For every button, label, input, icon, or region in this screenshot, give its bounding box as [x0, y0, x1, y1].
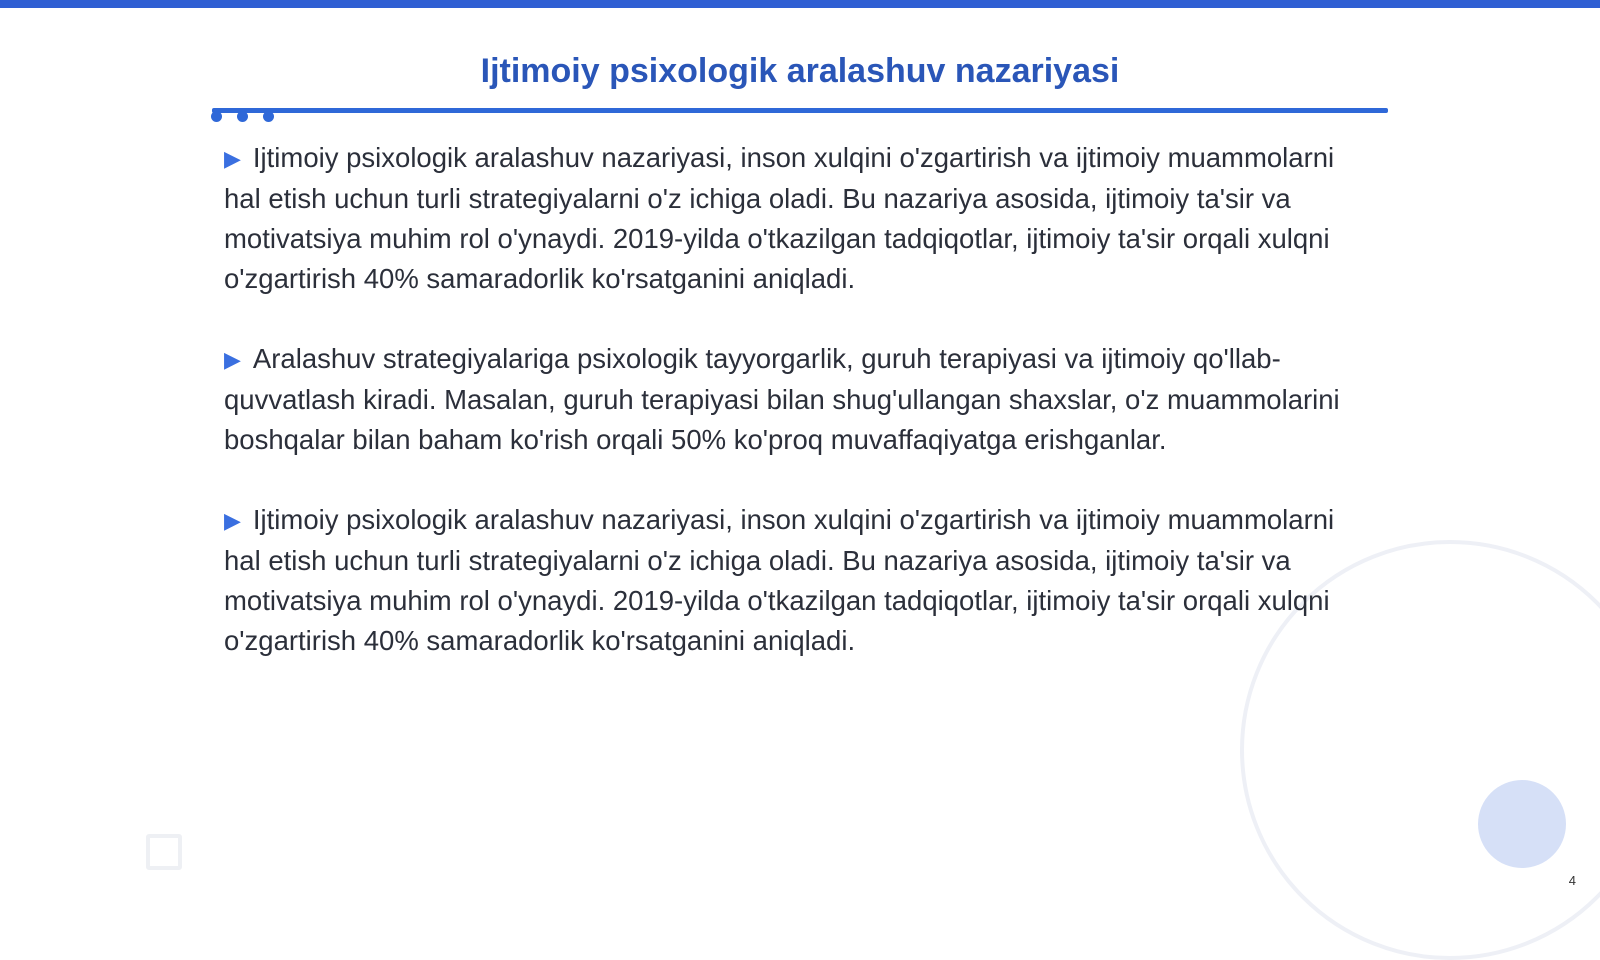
bullet-item — [224, 500, 1354, 661]
decorative-circle — [1478, 780, 1566, 868]
page-number: 4 — [1568, 873, 1576, 888]
decorative-square — [146, 834, 182, 870]
underline-dot — [263, 111, 274, 122]
bullet-item — [224, 138, 1354, 299]
triangle-right-icon: ▶ — [224, 146, 241, 171]
bullet-item — [224, 339, 1354, 460]
bullet-text: Ijtimoiy psixologik aralashuv nazariyasi, inson xulqini o'zgartirish va ijtimoiy muammolarni hal etish uchun turli strategiyalarni o'z ichiga oladi. Bu nazariya asosida, ijtimoiy ta'sir va motivatsiya muhim rol o'ynaydi. 2019-yilda o'tkazilgan tadqiqotlar, ijtimoiy ta'sir orqali xulqni o'zgartirish 40% samaradorlik ko'rsatganini aniqladi. — [224, 504, 1335, 656]
triangle-right-icon: ▶ — [224, 347, 241, 372]
top-accent-bar — [0, 0, 1600, 8]
underline-dot — [211, 111, 222, 122]
bullet-text: Ijtimoiy psixologik aralashuv nazariyasi, inson xulqini o'zgartirish va ijtimoiy muammolarni hal etish uchun turli strategiyalarni o'z ichiga oladi. Bu nazariya asosida, ijtimoiy ta'sir va motivatsiya muhim rol o'ynaydi. 2019-yilda o'tkazilgan tadqiqotlar, ijtimoiy ta'sir orqali xulqni o'zgartirish 40% samaradorlik ko'rsatganini aniqladi. — [224, 142, 1335, 294]
slide-title: Ijtimoiy psixologik aralashuv nazariyasi — [480, 52, 1120, 90]
underline-dot — [237, 111, 248, 122]
bullet-list — [224, 138, 1354, 701]
bullet-text: Aralashuv strategiyalariga psixologik tayyorgarlik, guruh terapiyasi va ijtimoiy qo'llab-quvvatlash kiradi. Masalan, guruh terapiyasi bilan shug'ullangan shaxslar, o'z muammolarini boshqalar bilan baham ko'rish orqali 50% ko'proq muvaffaqiyatga erishganlar. — [224, 343, 1340, 455]
title-underline — [212, 108, 1388, 113]
triangle-right-icon: ▶ — [224, 508, 241, 533]
